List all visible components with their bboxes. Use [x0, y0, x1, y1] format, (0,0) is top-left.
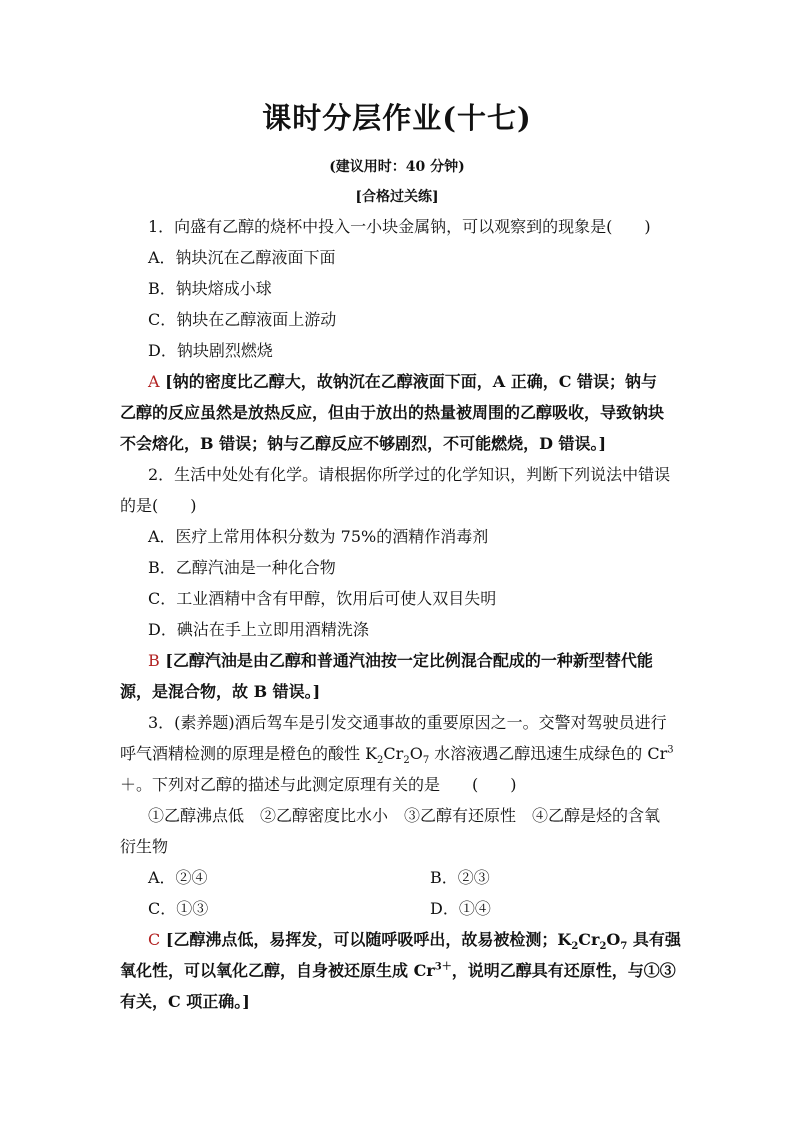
q1-explanation-1: [钠的密度比乙醇大，故钠沉在乙醇液面下面，A 正确，C 错误；钠与: [165, 372, 658, 391]
q3-explanation-2: 氧化性，可以氧化乙醇，自身被还原生成 $Cr^{3+}$，说明乙醇具有还原性，与①③: [120, 961, 676, 980]
q1-option-b: B．钠块熔成小球: [148, 279, 272, 298]
q3-explanation-3: 有关，C 项正确。]: [120, 992, 250, 1011]
q2-answer-key: B: [148, 651, 160, 670]
page-title: 课时分层作业(十七): [262, 101, 532, 135]
q2-option-a: A．医疗上常用体积分数为 75%的酒精作消毒剂: [148, 527, 489, 546]
section-heading: [合格过关练]: [355, 189, 439, 205]
q3-stem-3: ＋。下列对乙醇的描述与此测定原理有关的是 ( ): [120, 775, 517, 794]
q1-answer-key: A: [148, 372, 160, 391]
q2-option-d: D．碘沾在手上立即用酒精洗涤: [148, 620, 369, 639]
q3-answer-key: C: [148, 930, 161, 949]
q3-stem-2: 呼气酒精检测的原理是橙色的酸性 $K_2Cr_2O_7$ 水溶液遇乙醇迅速生成绿色的 Cr$^3$: [120, 744, 674, 767]
q1-option-c: C．钠块在乙醇液面上游动: [148, 310, 337, 329]
q3-statements-2: 衍生物: [120, 837, 169, 856]
q1-answer-line1: [148, 372, 657, 392]
q2-explanation-1: [乙醇汽油是由乙醇和普通汽油按一定比例混合配成的一种新型替代能: [165, 651, 653, 670]
q3-option-b: B．②③: [430, 868, 490, 887]
q3-answer-line1: C [乙醇沸点低，易挥发，可以随呼吸呼出，故易被检测；$K_2Cr_2O_7$ 具有强: [148, 930, 681, 953]
q2-option-b: B．乙醇汽油是一种化合物: [148, 558, 336, 577]
q1-explanation-2: 乙醇的反应虽然是放热反应，但由于放出的热量被周围的乙醇吸收，导致钠块: [120, 403, 665, 422]
q1-option-d: D．钠块剧烈燃烧: [148, 341, 273, 360]
q2-stem-1: 2．生活中处处有化学。请根据你所学过的化学知识，判断下列说法中错误: [148, 465, 671, 484]
q1-stem: 1．向盛有乙醇的烧杯中投入一小块金属钠，可以观察到的现象是( ): [148, 217, 651, 236]
q1-explanation-3: 不会熔化，B 错误；钠与乙醇反应不够剧烈，不可能燃烧，D 错误。]: [120, 434, 607, 453]
q2-answer-line1: [148, 651, 653, 671]
q3-option-c: C．①③: [148, 899, 209, 918]
time-note: (建议用时：40 分钟): [329, 159, 465, 175]
q2-explanation-2: 源，是混合物，故 B 错误。]: [120, 682, 321, 701]
q3-option-d: D．①④: [430, 899, 491, 918]
q1-option-a: A．钠块沉在乙醇液面下面: [148, 248, 336, 267]
q3-option-a: A．②④: [148, 868, 208, 887]
q2-stem-2: 的是( ): [120, 496, 197, 515]
q2-option-c: C．工业酒精中含有甲醇，饮用后可使人双目失明: [148, 589, 497, 608]
q3-stem-1: 3．(素养题)酒后驾车是引发交通事故的重要原因之一。交警对驾驶员进行: [148, 713, 667, 732]
q3-statements-1: ①乙醇沸点低 ②乙醇密度比水小 ③乙醇有还原性 ④乙醇是烃的含氧: [148, 806, 661, 825]
